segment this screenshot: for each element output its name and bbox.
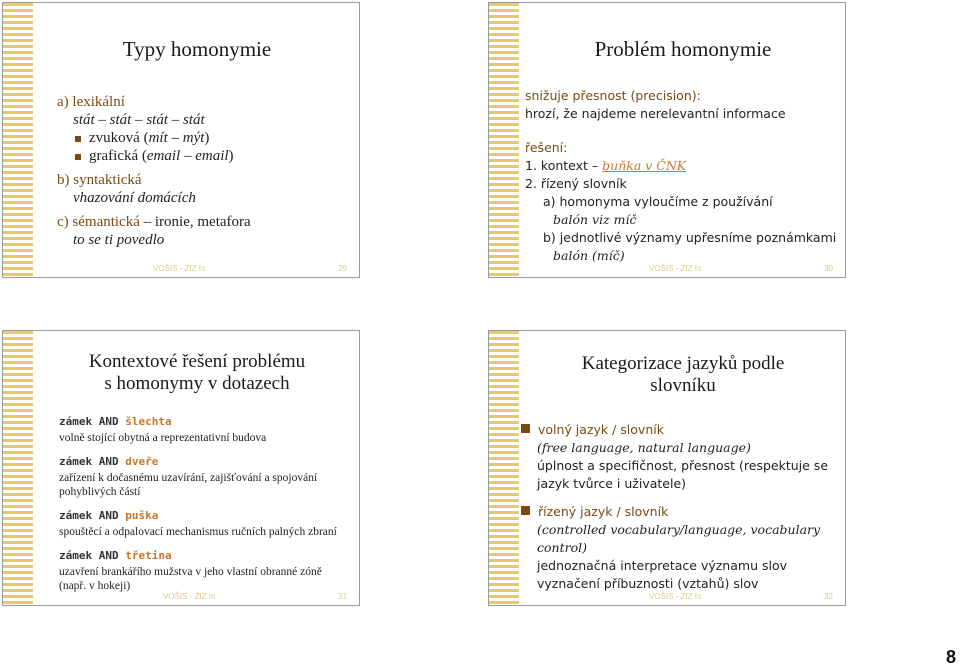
example-note: balón (míč) xyxy=(553,248,625,263)
controlled-language-desc2: vyznačení příbuznosti (vztahů) slov xyxy=(537,576,759,591)
example-viz: balón viz míč xyxy=(553,212,637,227)
query-description: zařízení k dočasnému uzavírání, zajišťování a spojování pohyblivých částí xyxy=(59,472,318,498)
list-item xyxy=(59,509,351,539)
slide-number: 29 xyxy=(338,264,347,273)
cnk-link[interactable]: buňka v ČNK xyxy=(602,158,687,173)
slide-footer: VOŠIS - ZIZ Io xyxy=(649,592,702,601)
free-language-label: volný jazyk / slovník xyxy=(521,421,837,439)
list-item: zvuková (mít – mýt) xyxy=(57,129,349,147)
free-language-desc: úplnost a specifičnost, přesnost (respektuje se jazyk tvůrce i uživatele) xyxy=(537,458,829,491)
query-line: zámek AND šlechta xyxy=(59,415,172,428)
slide-number: 32 xyxy=(824,592,833,601)
query-description: uzavření brankářího mužstva v jeho vlastní obranné zóně (např. v hokeji) xyxy=(59,566,322,592)
syntactic-label: b) syntaktická xyxy=(57,172,142,188)
slide-typy-homonymie xyxy=(2,2,360,278)
semantic-example: to se ti povedlo xyxy=(73,232,165,248)
slide-kategorizace-jazyku xyxy=(488,330,846,606)
list-item xyxy=(521,421,837,493)
slide-footer: VOŠIS - ZIZ Io xyxy=(649,264,702,273)
slide-footer: VOŠIS - ZIZ Io xyxy=(153,264,206,273)
syntactic-example: vhazování domácích xyxy=(73,190,196,206)
square-bullet-icon xyxy=(521,506,530,515)
square-bullet-icon xyxy=(521,424,530,433)
slide-title: Problém homonymie xyxy=(594,37,772,61)
context-line: 1. kontext – buňka v ČNK xyxy=(525,158,687,173)
slide-title: Kategorizace jazyků podle slovníku xyxy=(581,353,785,396)
slide-stripe xyxy=(489,331,519,605)
list-item xyxy=(59,455,351,499)
exclude-line: a) homonyma vyloučíme z používání xyxy=(543,194,773,209)
slide-number: 31 xyxy=(338,592,347,601)
list-item: grafická (email – email) xyxy=(57,147,349,165)
slide-kontextove-reseni xyxy=(2,330,360,606)
square-bullet-icon xyxy=(75,154,81,160)
query-line: zámek AND třetina xyxy=(59,549,172,562)
square-bullet-icon xyxy=(75,136,81,142)
slide-stripe xyxy=(489,3,519,277)
precision-line: snižuje přesnost (precision): xyxy=(525,88,701,103)
page-number: 8 xyxy=(945,647,956,667)
query-line: zámek AND dveře xyxy=(59,455,159,468)
lexical-label: a) lexikální xyxy=(57,94,125,110)
controlled-vocab-line: 2. řízený slovník xyxy=(525,176,627,191)
semantic-line: c) sémantická – ironie, metafora xyxy=(57,214,251,230)
query-line: zámek AND puška xyxy=(59,509,159,522)
slide-title: Kontextové řešení problému s homonymy v dotazech xyxy=(88,351,306,394)
slide-stripe xyxy=(3,3,33,277)
free-language-example: (free language, natural language) xyxy=(537,440,751,455)
risk-line: hrozí, že najdeme nerelevantní informace xyxy=(525,106,786,121)
slide-title: Typy homonymie xyxy=(122,37,272,61)
controlled-language-example: (controlled vocabulary/language, vocabulary control) xyxy=(537,522,821,555)
list-item xyxy=(521,503,837,593)
slide-number: 30 xyxy=(824,264,833,273)
solution-label: řešení: xyxy=(525,140,568,155)
list-item xyxy=(59,549,351,593)
slide-footer: VOŠIS - ZIZ Io xyxy=(163,592,216,601)
list-item xyxy=(59,415,351,445)
slide-problem-homonymie xyxy=(488,2,846,278)
controlled-language-label: řízený jazyk / slovník xyxy=(521,503,837,521)
controlled-language-desc1: jednoznačná interpretace významu slov xyxy=(537,558,787,573)
lexical-example: stát – stát – stát – stát xyxy=(73,112,205,128)
annotate-line: b) jednotlivé významy upřesníme poznámkami xyxy=(543,230,837,245)
query-description: volně stojící obytná a reprezentativní budova xyxy=(59,432,267,444)
slide-stripe xyxy=(3,331,33,605)
query-description: spouštěcí a odpalovací mechanismus ručních palných zbraní xyxy=(59,526,337,538)
